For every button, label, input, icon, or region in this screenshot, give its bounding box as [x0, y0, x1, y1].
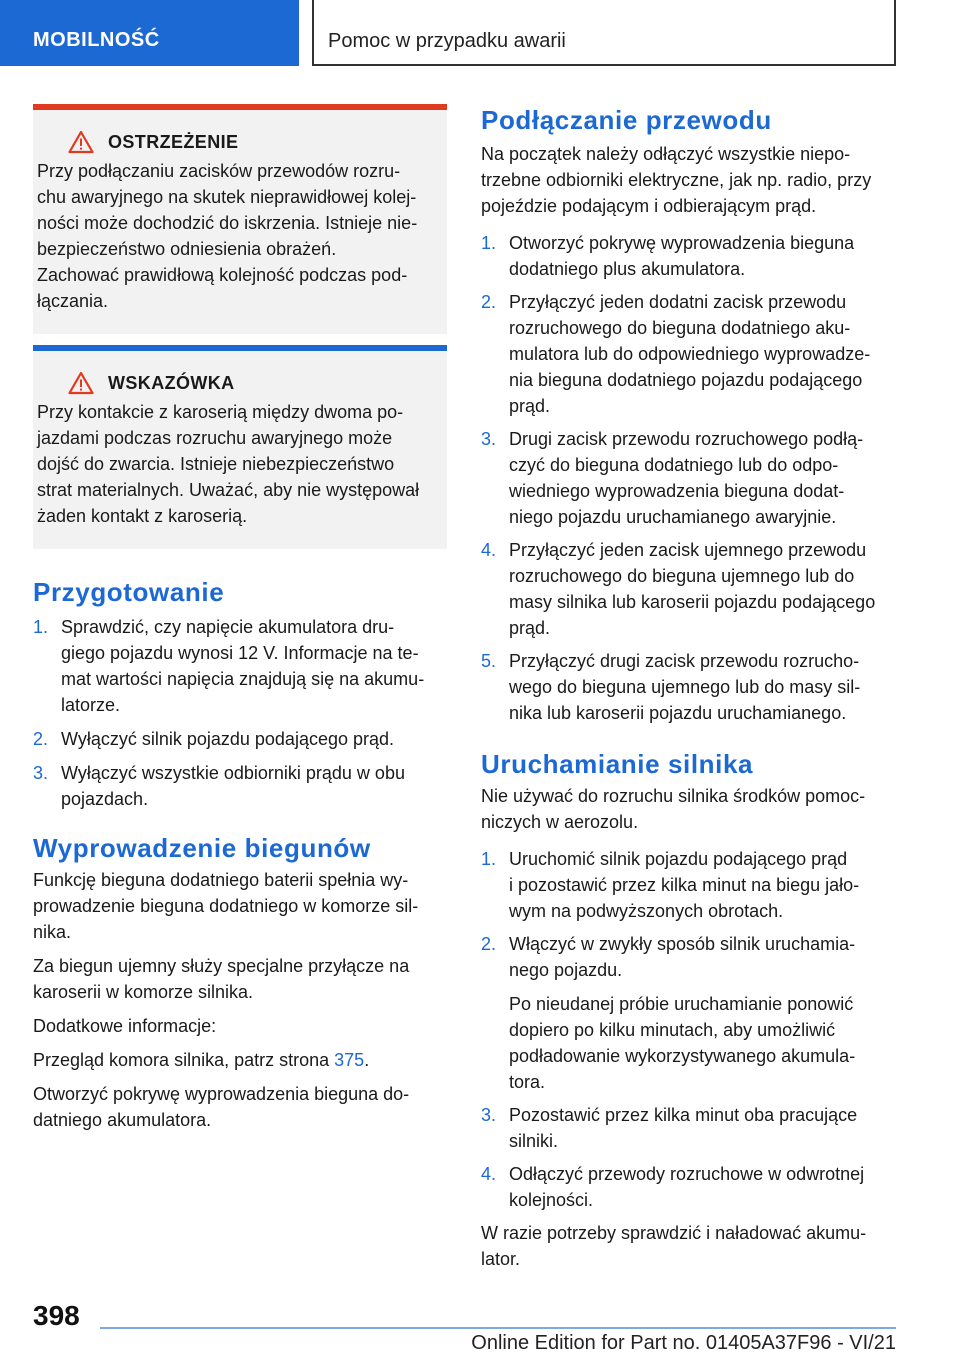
step-number: 5. [481, 651, 497, 671]
text-line: czyć do bieguna dodatniego lub do odpo- [509, 455, 839, 475]
heading-preparation: Przygotowanie [33, 577, 225, 607]
text-line: giego pojazdu wynosi 12 V. Informacje na te- [61, 643, 419, 663]
paragraph [481, 141, 895, 219]
text-line: Otworzyć pokrywę wyprowadzenia bieguna [509, 233, 855, 253]
text-line: ności może dochodzić do iskrzenia. Istnieje nie- [37, 213, 418, 233]
text-line: karoserii w komorze silnika. [33, 982, 254, 1002]
list-item [33, 726, 447, 752]
text-line: łączania. [37, 291, 109, 311]
right-column [481, 104, 895, 1272]
list-item [481, 931, 895, 1095]
paragraph [33, 1047, 447, 1073]
text-line: masy silnika lub karoserii pojazdu podającego [509, 592, 876, 612]
list-item [481, 1102, 895, 1154]
note-title-text: WSKAZÓWKA [108, 372, 235, 393]
paragraph [481, 783, 895, 835]
paragraph [33, 953, 447, 1005]
text-line: silniki. [509, 1131, 559, 1151]
paragraph [481, 1220, 895, 1272]
reference-end: . [364, 1050, 370, 1070]
text-line: niego pojazdu uruchamianego awaryjnie. [509, 507, 837, 527]
text-line: Odłączyć przewody rozruchowe w odwrotnej [509, 1164, 865, 1184]
list-item [33, 614, 447, 718]
connect-steps [481, 230, 895, 726]
text-line: Wyłączyć silnik pojazdu podającego prąd. [61, 729, 395, 749]
text-line: latorze. [61, 695, 121, 715]
warning-text [37, 158, 443, 314]
step-number: 3. [481, 1105, 497, 1125]
footer-divider [100, 1327, 896, 1329]
text-line: prowadzenie bieguna dodatniego w komorze sil- [33, 896, 419, 916]
text-line: Przyłączyć jeden dodatni zacisk przewodu [509, 292, 847, 312]
text-line: datniego akumulatora. [33, 1110, 212, 1130]
heading-connect: Podłączanie przewodu [481, 105, 772, 135]
reference-text: Przegląd komora silnika, patrz strona [33, 1050, 335, 1070]
paragraph: Dodatkowe informacje: [33, 1016, 217, 1036]
page-header [0, 0, 960, 66]
list-item [481, 1161, 895, 1213]
page-reference-link[interactable]: 375 [334, 1050, 365, 1070]
text-line: pojazdach. [61, 789, 149, 809]
text-line: kolejności. [509, 1190, 594, 1210]
paragraph [33, 867, 447, 945]
text-line: Na początek należy odłączyć wszystkie niepo- [481, 144, 851, 164]
text-line: nia bieguna dodatniego pojazdu podającego [509, 370, 863, 390]
paragraph [33, 1081, 447, 1133]
text-line: Przyłączyć drugi zacisk przewodu rozrucho- [509, 651, 860, 671]
preparation-steps [33, 614, 447, 812]
page-number: 398 [33, 1300, 80, 1331]
text-line: Uruchomić silnik pojazdu podającego prąd [509, 849, 848, 869]
text-line: żaden kontakt z karoserią. [37, 506, 248, 526]
text-line: Zachować prawidłową kolejność podczas pod- [37, 265, 408, 285]
step-number: 2. [481, 934, 497, 954]
edition-info: Online Edition for Part no. 01405A37F96 - VI/21 [471, 1332, 896, 1354]
step-number: 2. [481, 292, 497, 312]
chapter-title: Pomoc w przypadku awarii [312, 0, 896, 66]
text-line: wym na podwyższonych obrotach. [509, 901, 784, 921]
text-line: Po nieudanej próbie uruchamianie ponowić [509, 994, 854, 1014]
text-line: Sprawdzić, czy napięcie akumulatora dru- [61, 617, 395, 637]
note-title [68, 371, 443, 395]
text-line: strat materialnych. Uważać, aby nie występował [37, 480, 420, 500]
text-line: mulatora lub do odpowiedniego wyprowadze- [509, 344, 871, 364]
step-number: 1. [481, 849, 497, 869]
text-line: wiedniego wyprowadzenia bieguna dodat- [509, 481, 845, 501]
step-number: 1. [481, 233, 497, 253]
text-line: chu awaryjnego na skutek nieprawidłowej kolej- [37, 187, 417, 207]
text-line: dodatniego plus akumulatora. [509, 259, 746, 279]
text-line: nika. [33, 922, 72, 942]
warning-title-text: OSTRZEŻENIE [108, 131, 239, 152]
list-item [481, 537, 895, 641]
text-line: wego do bieguna ujemnego lub do masy sil- [509, 677, 861, 697]
text-line: Za biegun ujemny służy specjalne przyłącze na [33, 956, 410, 976]
step-number: 4. [481, 540, 497, 560]
list-item [481, 846, 895, 924]
text-line: dojść do zwarcia. Istnieje niebezpieczeństwo [37, 454, 395, 474]
section-tab: MOBILNOŚĆ [0, 0, 299, 66]
step-note [509, 991, 895, 1095]
text-line: podładowanie wykorzystywanego akumula- [509, 1046, 856, 1066]
text-line: W razie potrzeby sprawdzić i naładować akumu- [481, 1223, 867, 1243]
text-line: Przyłączyć jeden zacisk ujemnego przewodu [509, 540, 867, 560]
text-line: Wyłączyć wszystkie odbiorniki prądu w obu [61, 763, 405, 783]
note-text [37, 399, 443, 529]
text-line: nika lub karoserii pojazdu uruchamianego. [509, 703, 847, 723]
text-line: prąd. [509, 618, 551, 638]
note-box [33, 345, 447, 549]
text-line: lator. [481, 1249, 521, 1269]
heading-terminals: Wyprowadzenie biegunów [33, 833, 371, 863]
text-line: trzebne odbiorniki elektryczne, jak np. radio, przy [481, 170, 872, 190]
left-column [33, 104, 447, 1133]
text-line: i pozostawić przez kilka minut na biegu jało- [509, 875, 860, 895]
text-line: Otworzyć pokrywę wyprowadzenia bieguna do- [33, 1084, 410, 1104]
text-line: tora. [509, 1072, 546, 1092]
warning-triangle-icon [68, 130, 94, 154]
step-number: 2. [33, 729, 49, 749]
text-line: prąd. [509, 396, 551, 416]
text-line: Włączyć w zwykły sposób silnik uruchamia- [509, 934, 856, 954]
text-line: rozruchowego do bieguna ujemnego lub do [509, 566, 855, 586]
warning-box [33, 104, 447, 334]
list-item [481, 426, 895, 530]
heading-start-engine: Uruchamianie silnika [481, 749, 754, 779]
text-line: niczych w aerozolu. [481, 812, 639, 832]
text-line: bezpieczeństwo odniesienia obrażeń. [37, 239, 337, 259]
step-number: 3. [481, 429, 497, 449]
text-line: Przy podłączaniu zacisków przewodów rozru- [37, 161, 401, 181]
text-line: jazdami podczas rozruchu awaryjnego może [37, 428, 393, 448]
step-number: 1. [33, 617, 49, 637]
text-line: pojeździe podającym i odbierającym prąd. [481, 196, 817, 216]
text-line: dopiero po kilku minutach, aby umożliwić [509, 1020, 836, 1040]
step-number: 4. [481, 1164, 497, 1184]
text-line: Przy kontakcie z karoserią między dwoma po- [37, 402, 404, 422]
text-line: mat wartości napięcia znajdują się na akumu- [61, 669, 425, 689]
text-line: nego pojazdu. [509, 960, 623, 980]
step-number: 3. [33, 763, 49, 783]
list-item [33, 760, 447, 812]
start-steps [481, 846, 895, 1213]
text-line: Pozostawić przez kilka minut oba pracujące [509, 1105, 858, 1125]
warning-title [68, 130, 443, 154]
text-line: Funkcję bieguna dodatniego baterii spełnia wy- [33, 870, 409, 890]
text-line: rozruchowego do bieguna dodatniego aku- [509, 318, 851, 338]
text-line: Drugi zacisk przewodu rozruchowego podłą- [509, 429, 864, 449]
list-item [481, 648, 895, 726]
text-line: Nie używać do rozruchu silnika środków pomoc- [481, 786, 866, 806]
warning-triangle-icon [68, 371, 94, 395]
list-item [481, 230, 895, 282]
list-item [481, 289, 895, 419]
